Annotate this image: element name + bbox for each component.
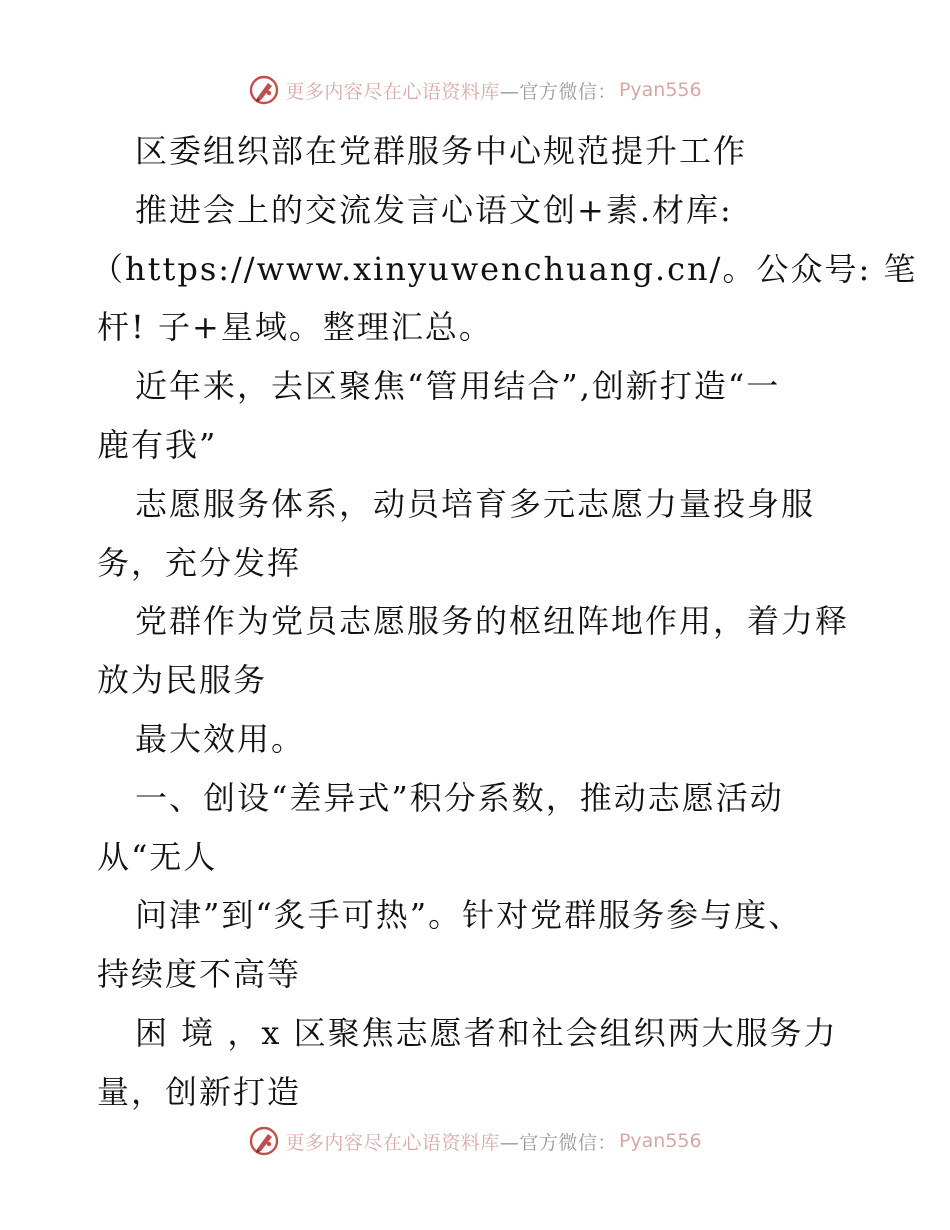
text-line: 困 境 ，x 区聚焦志愿者和社会组织两大服务力	[135, 1013, 838, 1052]
watermark-wechat-id: Pyan556	[618, 79, 702, 101]
text-line: 一、创设“差异式”积分系数，推动志愿活动	[135, 778, 784, 817]
text-line: （https://www.xinyuwenchuang.cn/。公众号: 笔	[91, 249, 918, 288]
text-line: 近年来，去区聚焦“管用结合”,创新打造“一	[135, 367, 781, 406]
pen-logo-icon	[248, 74, 280, 106]
text-line: 志愿服务体系，动员培育多元志愿力量投身服	[135, 484, 816, 523]
text-line: 鹿有我”	[97, 425, 218, 464]
pen-logo-icon	[248, 1125, 280, 1157]
text-line: 问津”到“炙手可热”。针对党群服务参与度、	[135, 896, 803, 935]
text-line: 杆! 子+星域。整理汇总。	[97, 308, 493, 347]
text-line: 区委组织部在党群服务中心规范提升工作	[135, 132, 748, 170]
header-watermark	[0, 70, 950, 110]
text-line: 量，创新打造	[97, 1072, 302, 1111]
document-body	[91, 122, 918, 1122]
text-line: 推进会上的交流发言心语文创+素.材库:	[135, 190, 733, 229]
text-line: 最大效用。	[135, 719, 306, 758]
watermark-separator-text: —官方微信：	[499, 1131, 617, 1154]
text-line: 从“无人	[97, 837, 218, 876]
text-line: 放为民服务	[97, 661, 268, 700]
text-line: 持续度不高等	[97, 955, 302, 994]
text-line: 党群作为党员志愿服务的枢纽阵地作用，着力释	[135, 602, 850, 641]
watermark-wechat-id: Pyan556	[618, 1130, 702, 1152]
watermark-main-text: 更多内容尽在心语资料库	[285, 1131, 500, 1154]
watermark-separator-text: —官方微信：	[499, 80, 617, 103]
footer-watermark	[0, 1121, 950, 1161]
watermark-main-text: 更多内容尽在心语资料库	[285, 80, 500, 103]
text-line: 务，充分发挥	[97, 543, 302, 582]
